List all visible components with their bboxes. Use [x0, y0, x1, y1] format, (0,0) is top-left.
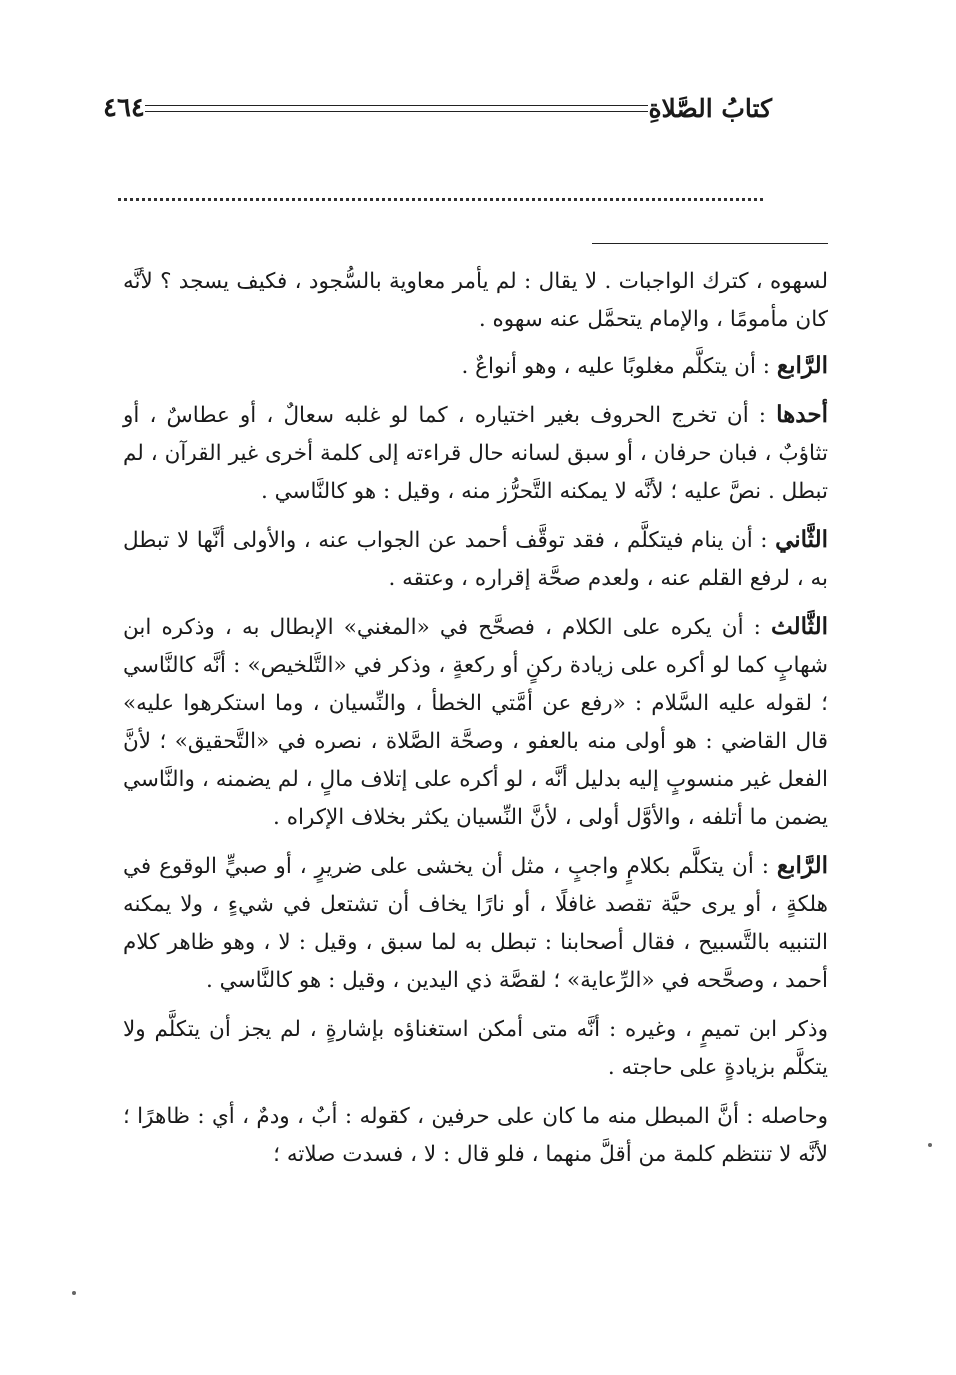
paragraph — [123, 1010, 828, 1087]
paragraph-lead: الرَّابع — [776, 352, 828, 379]
header-rule — [145, 105, 649, 112]
paragraph — [123, 521, 828, 598]
scan-speck — [72, 1291, 76, 1295]
paragraph — [123, 262, 828, 339]
paragraph-text: وحاصله : أنَّ المبطل منه ما كان على حرفين ، كقوله : أبٌ ، ودمٌ ، أي : ظاهرًا ؛ لأنَّه لا تنتظم كلمة من أقلَّ منهما ، فلو قال : لا ، فسدت صلاته ؛ — [123, 1104, 828, 1167]
paragraph-text: : أن يكره على الكلام ، فصحَّح في «المغني» الإبطال به ، وذكره ابن شهابٍ كما لو أكره على زيادة ركنٍ أو ركعةٍ ، وذكر في «التَّلخيص» : أنَّه كالنَّاسي ؛ لقوله عليه السَّلام : «رفع عن أمَّتي الخطأ ، والنِّسيان ، وما استكرهوا عليه» قال القاضي : هو أولى منه بالعفو ، وصحَّة الصَّلاة ، نصره في «التَّحقيق» ؛ لأنَّ الفعل غير منسوبٍ إليه بدليل أنَّه ، لو أكره على إتلاف مالٍ ، لم يضمنه ، والنَّاسي يضمن ما أتلفه ، والأوَّل أولى ، لأنَّ النِّسيان يكثر بخلاف الإكراه . — [123, 615, 828, 830]
paragraph-lead: الثَّاني — [775, 526, 828, 553]
paragraph — [123, 847, 828, 1000]
paragraph — [123, 1097, 828, 1174]
paragraph-text: : أن يتكلَّم مغلوبًا عليه ، وهو أنواعٌ . — [461, 354, 777, 379]
paragraph-text: : أن تخرج الحروف بغير اختياره ، كما لو غلبه سعالٌ ، أو عطاسٌ ، أو تثاؤبٌ ، فبان حرفان ، أو سبق لسانه حال قراءته إلى كلمة أخرى غير القرآن ، لم تبطل . نصَّ عليه ؛ لأنَّه لا يمكنه التَّحرُّز منه ، وقيل : هو كالنَّاسي . — [123, 403, 828, 504]
paragraph-text: لسهوه ، كترك الواجبات . لا يقال : لم يأمر معاوية بالسُّجود ، فكيف يسجد ؟ لأنَّه كان مأمومًا ، والإمام يتحمَّل عنه سهوه . — [123, 269, 828, 332]
paragraph-text: وذكر ابن تميمٍ ، وغيره : أنَّه متى أمكن استغناؤه بإشارةٍ ، لم يجز أن يتكلَّم ولا يتكلَّم بزيادةٍ على حاجته . — [123, 1017, 828, 1080]
page-number: ٤٦٤ — [103, 93, 145, 123]
book-title: كتابُ الصَّلاةِ — [648, 93, 772, 123]
paragraph — [123, 347, 828, 386]
paragraph — [123, 396, 828, 511]
paragraph-lead: أحدها — [776, 401, 828, 428]
paragraph-text: : أن ينام فيتكلَّم ، فقد توقَّف أحمد عن الجواب عنه ، والأولى أنَّها لا تبطل به ، لرفع القلم عنه ، ولعدم صحَّة إقراره ، وعتقه . — [123, 528, 828, 591]
footnote-rule — [592, 243, 828, 244]
paragraph — [123, 608, 828, 837]
paragraph-lead: الرَّابع — [776, 852, 828, 879]
paragraph-lead: الثَّالث — [771, 613, 828, 640]
paragraph-text: : أن يتكلَّم بكلامٍ واجبٍ ، مثل أن يخشى على ضريرٍ ، أو صبيٍّ الوقوع في هلكةٍ ، أو يرى حيَّة تقصد غافلًا ، أو نارًا يخاف أن تشتعل في شيءٍ ، ولا يمكنه التنبيه بالتَّسبيح ، فقال أصحابنا : تبطل به لما سبق ، وقيل : لا ، وهو ظاهر كلام أحمد ، وصحَّحه في «الرِّعاية» ؛ لقصَّة ذي اليدين ، وقيل : هو كالنَّاسي . — [123, 854, 828, 993]
footnote-text — [123, 262, 828, 1184]
scan-speck — [928, 1143, 932, 1147]
dotted-separator — [118, 198, 763, 201]
running-header — [85, 88, 790, 128]
